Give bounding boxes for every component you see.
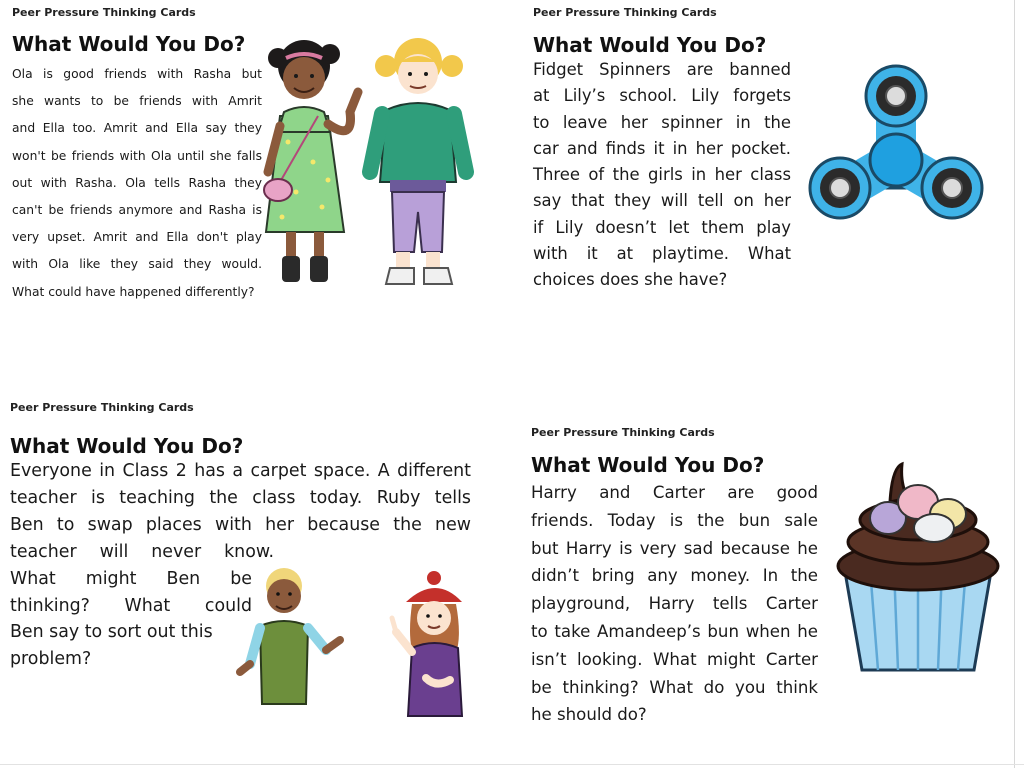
body-line: if Lily doesn’t let them play [533, 217, 791, 237]
body-line: Ben say to sort out this [10, 622, 213, 643]
card-title: What Would You Do? [533, 33, 767, 57]
body-line: Harry and Carter are good [531, 483, 818, 502]
body-line: she wants to be friends with Amrit [12, 94, 262, 109]
body-line: car and finds it in her pocket. [533, 138, 791, 158]
body-line: teacher is teaching the class today. Ruby tells [10, 487, 471, 508]
body-line: Everyone in Class 2 has a carpet space. A different [10, 461, 471, 481]
body-line: friends. Today is the bun sale [531, 510, 818, 530]
girl-with-bag-figure [264, 40, 358, 282]
girl-with-hat-figure [392, 571, 462, 716]
card-title: What Would You Do? [10, 434, 244, 458]
body-line: choices does she have? [533, 270, 728, 290]
body-line: won't be friends with Ola until she falls [12, 148, 262, 163]
card-header: Peer Pressure Thinking Cards [10, 401, 194, 414]
page-bottom-edge [0, 764, 1024, 765]
body-line: What might Ben be [10, 568, 252, 589]
card-ola [12, 6, 262, 306]
body-line: he should do? [531, 705, 647, 725]
cupcake-illustration [836, 458, 1000, 678]
body-line: teacher will never know. [10, 541, 274, 562]
body-line: What could have happened differently? [12, 284, 255, 299]
body-line: thinking? What could [10, 595, 252, 616]
page-edge [1014, 0, 1015, 768]
body-line: can't be friends anymore and Rasha is [12, 203, 262, 218]
body-line: say that they will tell on her [533, 191, 791, 211]
girl-with-pigtails-figure [370, 38, 466, 284]
body-line: to leave her spinner in the [533, 112, 791, 132]
card-header: Peer Pressure Thinking Cards [533, 6, 717, 19]
card-harry [531, 426, 818, 729]
card-body [12, 61, 262, 306]
body-line: very upset. Amrit and Ella don't play [12, 230, 262, 245]
body-line: at Lily’s school. Lily forgets [533, 86, 791, 106]
card-body [533, 57, 791, 294]
card-body [531, 479, 818, 729]
card-title: What Would You Do? [12, 32, 246, 56]
two-girls-illustration [258, 32, 483, 294]
chocolate-eggs [870, 485, 966, 542]
body-line: out with Rasha. Ola tells Rasha they [12, 175, 262, 190]
card-lily [533, 6, 791, 294]
body-line: with Ola like they said they would. [12, 257, 262, 272]
fidget-spinner-illustration [808, 64, 984, 224]
card-header: Peer Pressure Thinking Cards [12, 6, 196, 19]
body-line: with it at playtime. What [533, 244, 791, 264]
card-title: What Would You Do? [531, 453, 765, 477]
card-header: Peer Pressure Thinking Cards [531, 426, 715, 439]
body-line: Fidget Spinners are banned [533, 60, 791, 79]
body-line: playground, Harry tells Carter [531, 594, 818, 614]
body-line: be thinking? What do you think [531, 677, 818, 697]
body-line: and Ella too. Amrit and Ella say they [12, 121, 262, 136]
body-line: but Harry is very sad because he [531, 538, 818, 558]
boy-and-girl-illustration [236, 568, 476, 718]
body-line: didn’t bring any money. In the [531, 566, 818, 586]
body-line: problem? [10, 649, 92, 670]
body-line: Three of the girls in her class [533, 165, 791, 185]
body-line: Ola is good friends with Rasha but [12, 67, 262, 81]
body-line: isn’t looking. What might Carter [531, 649, 818, 669]
body-line: to take Amandeep’s bun when he [531, 621, 818, 641]
boy-figure [240, 568, 340, 704]
body-line: Ben to swap places with her because the new [10, 514, 471, 535]
